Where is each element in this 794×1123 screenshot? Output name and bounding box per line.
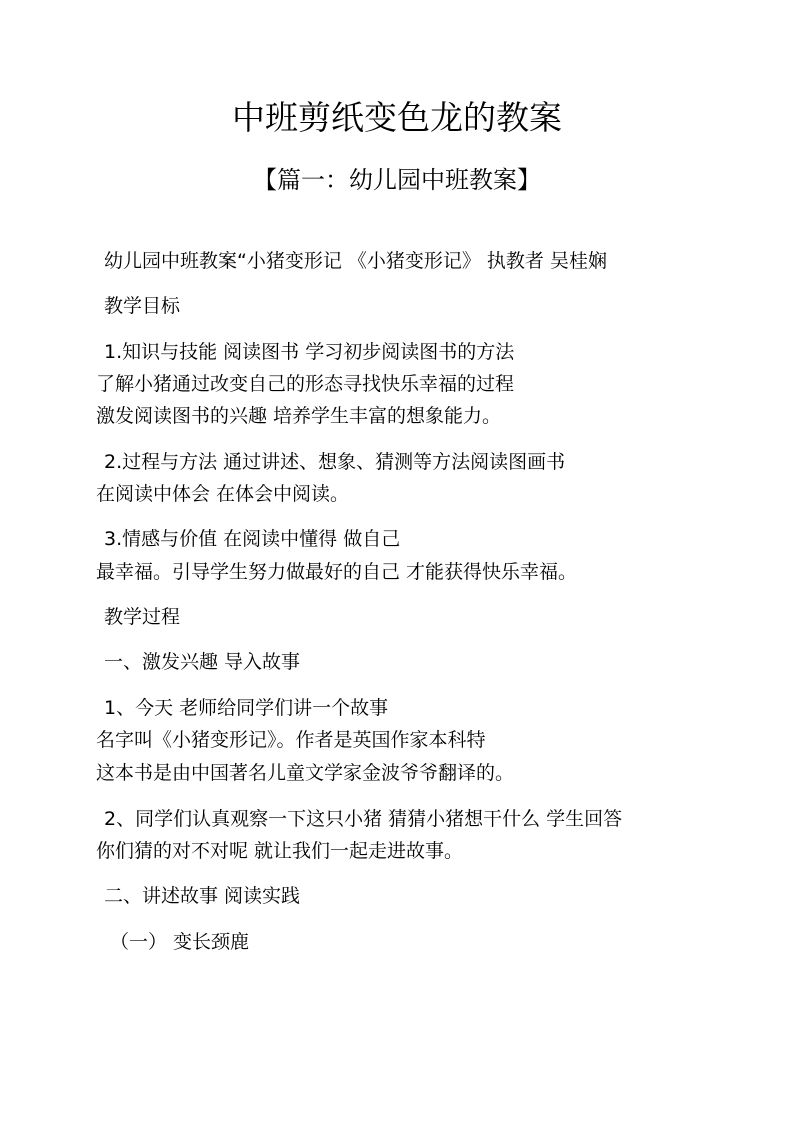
paragraph-line: 名字叫《小猪变形记》。作者是英国作家本科特 [96, 729, 486, 751]
section-heading: 教学目标 [104, 295, 181, 317]
paragraph-line: 这本书是由中国著名儿童文学家金波爷爷翻译的。 [96, 762, 515, 784]
document-title: 中班剪纸变色龙的教案 [232, 98, 562, 137]
paragraph-line: 了解小猪通过改变自己的形态寻找快乐幸福的过程 [96, 373, 515, 395]
paragraph-line: 你们猜的对不对呢 就让我们一起走进故事。 [96, 840, 464, 862]
paragraph-line: 激发阅读图书的兴趣 培养学生丰富的想象能力。 [96, 405, 502, 427]
paragraph-line: 1、今天 老师给同学们讲一个故事 [104, 697, 389, 719]
section-heading: 二、讲述故事 阅读实践 [104, 885, 301, 907]
paragraph-line: 1.知识与技能 阅读图书 学习初步阅读图书的方法 [104, 341, 515, 363]
section-heading: 一、激发兴趣 导入故事 [104, 651, 301, 673]
document-subtitle: 【篇一：幼儿园中班教案】 [253, 166, 541, 194]
section-heading: （一） 变长颈鹿 [110, 931, 250, 953]
section-heading: 教学过程 [104, 606, 181, 628]
paragraph-line: 幼儿园中班教案“小猪变形记 《小猪变形记》 执教者 吴桂娴 [104, 250, 607, 272]
paragraph-line: 最幸福。引导学生努力做最好的自己 才能获得快乐幸福。 [96, 561, 578, 583]
paragraph-line: 2.过程与方法 通过讲述、想象、猜测等方法阅读图画书 [104, 451, 566, 473]
paragraph-line: 2、同学们认真观察一下这只小猪 猜猜小猪想干什么 学生回答 [104, 808, 623, 830]
paragraph-line: 在阅读中体会 在体会中阅读。 [96, 483, 350, 505]
paragraph-line: 3.情感与价值 在阅读中懂得 做自己 [104, 528, 401, 550]
